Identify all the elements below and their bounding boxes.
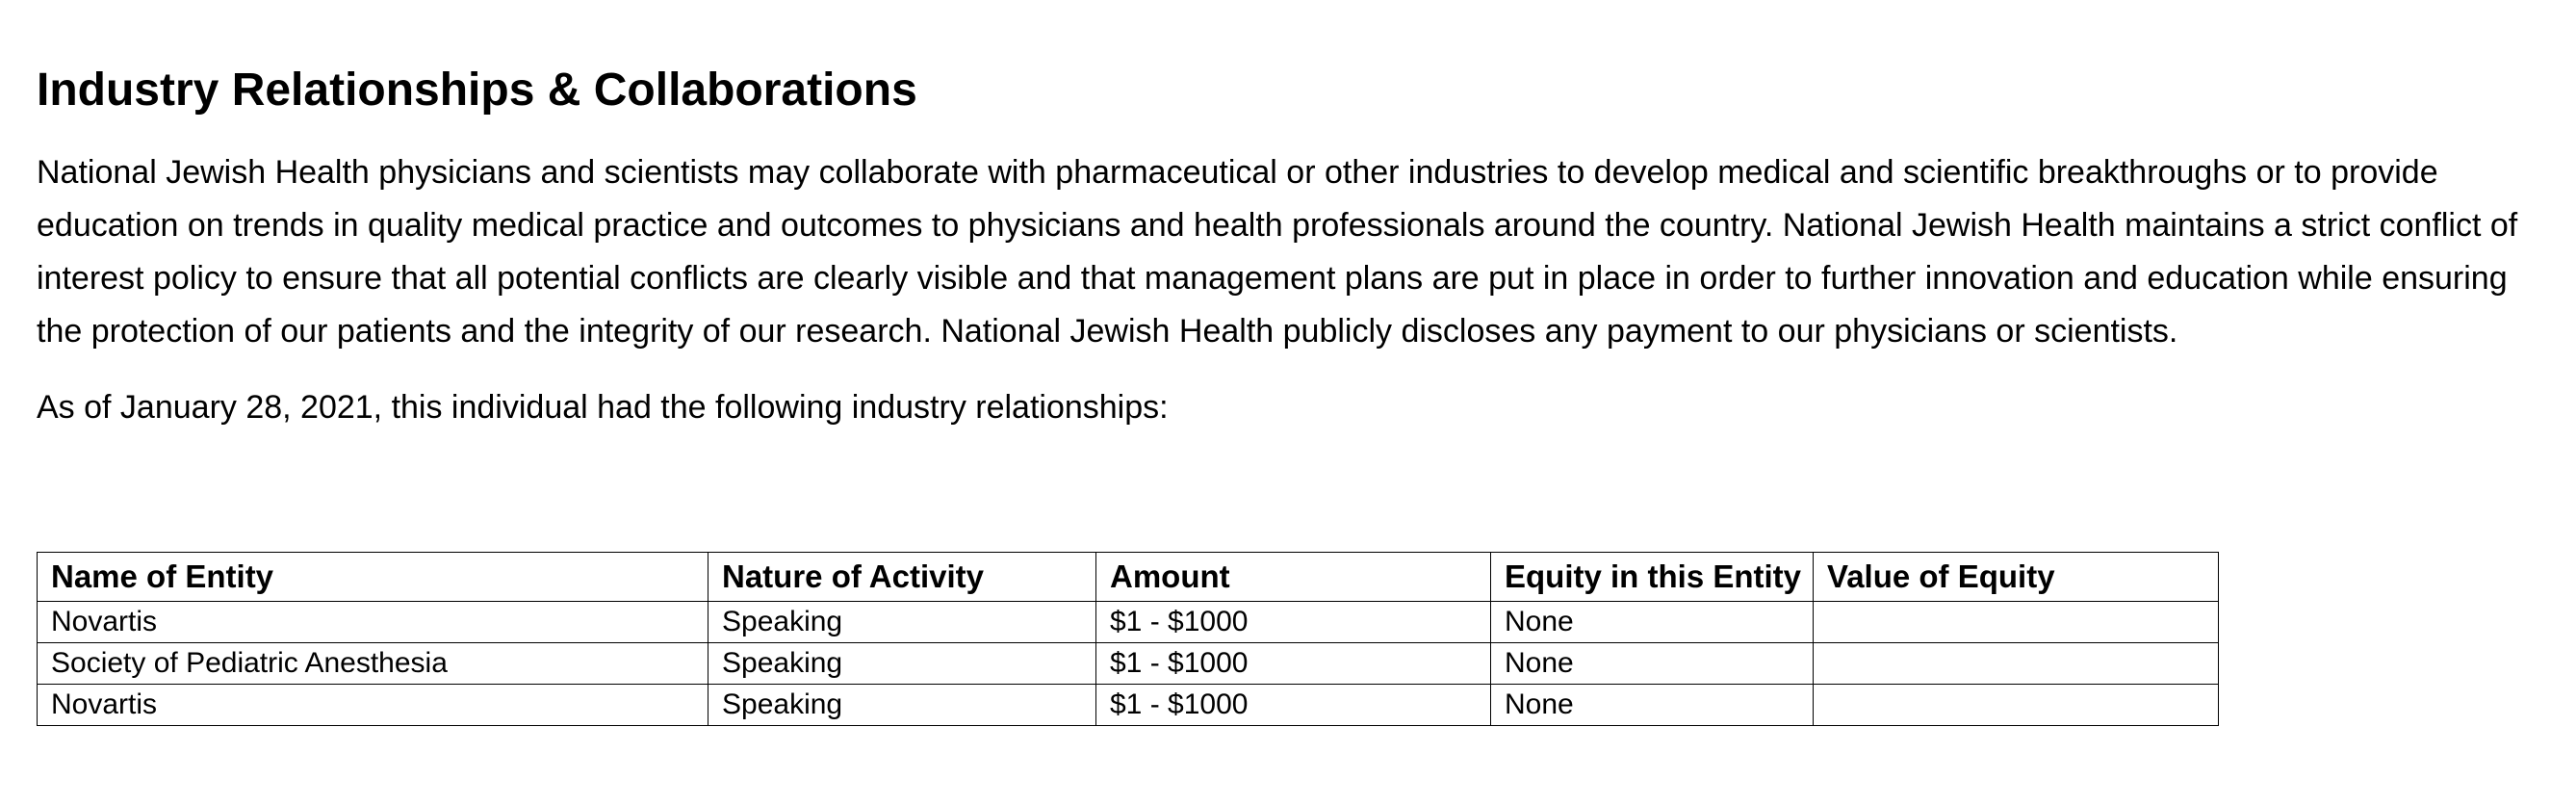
table-row <box>38 602 2219 643</box>
industry-relationships-table <box>37 552 2219 726</box>
as-of-statement: As of January 28, 2021, this individual had the following industry relationships: <box>37 389 1169 426</box>
cell-equity: None <box>1491 685 1814 726</box>
cell-equity-value <box>1814 643 2219 685</box>
cell-equity: None <box>1491 602 1814 643</box>
cell-amount: $1 - $1000 <box>1096 643 1491 685</box>
header-equity-in-entity: Equity in this Entity <box>1491 553 1814 602</box>
cell-entity: Society of Pediatric Anesthesia <box>38 643 708 685</box>
cell-equity-value <box>1814 602 2219 643</box>
cell-amount: $1 - $1000 <box>1096 602 1491 643</box>
cell-entity: Novartis <box>38 685 708 726</box>
cell-activity: Speaking <box>708 602 1096 643</box>
intro-paragraph: National Jewish Health physicians and scientists may collaborate with pharmaceutical or other industries to develop medical and scientific breakthroughs or to provide education on trends in quality medical practice and outcomes to physicians and health professionals around the country. National Jewish Health maintains a strict conflict of interest policy to ensure that all potential conflicts are clearly visible and that management plans are put in place in order to further innovation and education while ensuring the protection of our patients and the integrity of our research. National Jewish Health publicly discloses any payment to our physicians or scientists. <box>37 154 2518 350</box>
page-title: Industry Relationships & Collaborations <box>37 65 917 116</box>
cell-entity: Novartis <box>38 602 708 643</box>
cell-equity-value <box>1814 685 2219 726</box>
table-row <box>38 685 2219 726</box>
header-nature-of-activity: Nature of Activity <box>708 553 1096 602</box>
header-value-of-equity: Value of Equity <box>1814 553 2219 602</box>
table-header-row <box>38 553 2219 602</box>
cell-activity: Speaking <box>708 643 1096 685</box>
table-row <box>38 643 2219 685</box>
cell-amount: $1 - $1000 <box>1096 685 1491 726</box>
header-amount: Amount <box>1096 553 1491 602</box>
cell-equity: None <box>1491 643 1814 685</box>
header-name-of-entity: Name of Entity <box>38 553 708 602</box>
cell-activity: Speaking <box>708 685 1096 726</box>
